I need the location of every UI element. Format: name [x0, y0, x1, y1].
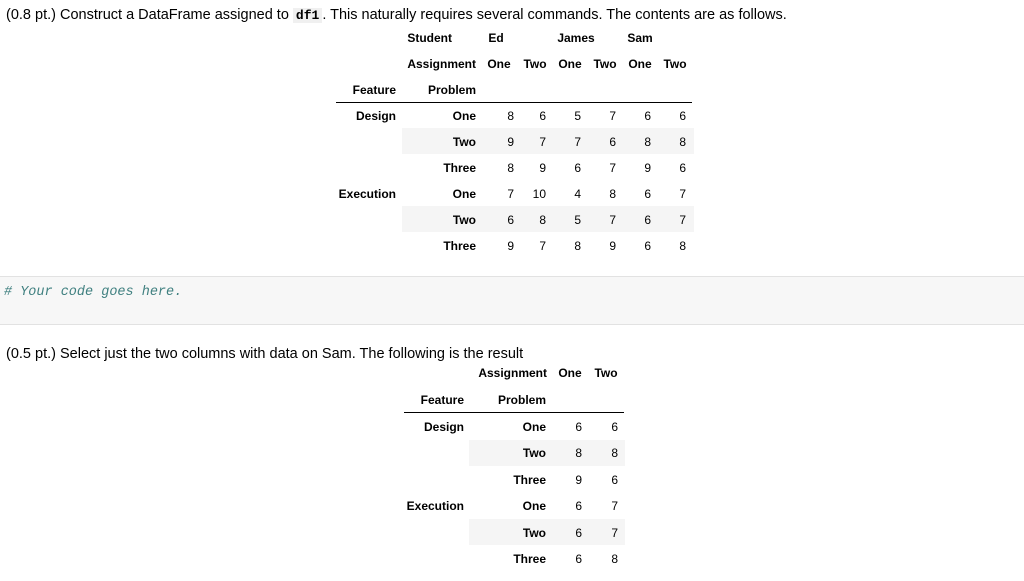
row-label-problem: One	[522, 499, 546, 513]
table-cell: 6	[644, 109, 651, 123]
table-cell: 6	[507, 213, 514, 227]
table-cell: 8	[507, 109, 514, 123]
table-cell: 10	[532, 187, 546, 201]
row-label-problem: Two	[522, 526, 546, 540]
table-cell: 7	[679, 187, 686, 201]
table-cell: 7	[609, 161, 616, 175]
index-name-problem: Problem	[427, 83, 476, 97]
table-cell: 5	[574, 213, 581, 227]
index-name-problem: Problem	[497, 393, 546, 407]
table-cell: 6	[679, 109, 686, 123]
column-header: Two	[593, 57, 617, 71]
table-cell: 8	[679, 135, 686, 149]
table-cell: 6	[611, 420, 618, 434]
table-cell: 7	[539, 239, 546, 253]
table-cell: 6	[609, 135, 616, 149]
table-cell: 9	[507, 239, 514, 253]
row-label-problem: One	[522, 420, 546, 434]
column-group-header: Sam	[627, 31, 653, 45]
question-1-before: (0.8 pt.) Construct a DataFrame assigned to	[6, 7, 293, 23]
column-header: One	[628, 57, 652, 71]
row-label-problem: One	[452, 187, 476, 201]
code-cell-input[interactable]	[0, 276, 1024, 325]
index-name-feature: Feature	[420, 393, 464, 407]
table-cell: 6	[574, 161, 581, 175]
table-cell: 6	[611, 473, 618, 487]
table-cell: 9	[539, 161, 546, 175]
table-cell: 8	[575, 446, 582, 460]
row-label-feature: Design	[423, 420, 464, 434]
table-cell: 9	[575, 473, 582, 487]
column-header: Two	[594, 366, 618, 380]
table-cell: 9	[609, 239, 616, 253]
table-cell: 6	[575, 552, 582, 566]
table-cell: 6	[644, 213, 651, 227]
row-label-problem: Two	[452, 135, 476, 149]
row-label-problem: Three	[443, 161, 476, 175]
column-header: One	[558, 57, 582, 71]
assignment-header: Assignment	[407, 57, 476, 71]
table-cell: 8	[574, 239, 581, 253]
table-cell: 6	[644, 239, 651, 253]
table-cell: 8	[507, 161, 514, 175]
row-label-problem: Three	[513, 473, 546, 487]
table-cell: 7	[574, 135, 581, 149]
column-header: One	[487, 57, 511, 71]
table-cell: 8	[611, 446, 618, 460]
column-header: Two	[663, 57, 687, 71]
student-header: Student	[407, 31, 452, 45]
table-cell: 7	[611, 526, 618, 540]
question-1-after: . This naturally requires several commands. The contents are as follows.	[322, 7, 787, 23]
table-cell: 9	[644, 161, 651, 175]
table-cell: 7	[609, 109, 616, 123]
table-cell: 9	[507, 135, 514, 149]
table-cell: 6	[539, 109, 546, 123]
index-name-feature: Feature	[352, 83, 396, 97]
table-cell: 7	[539, 135, 546, 149]
row-label-feature: Execution	[406, 499, 464, 513]
code-comment: # Your code goes here.	[4, 285, 183, 300]
table-cell: 6	[575, 420, 582, 434]
table-cell: 8	[611, 552, 618, 566]
column-group-header: Ed	[488, 31, 504, 45]
row-label-problem: Three	[443, 239, 476, 253]
table-cell: 5	[574, 109, 581, 123]
row-label-problem: One	[452, 109, 476, 123]
table-cell: 7	[609, 213, 616, 227]
table-cell: 6	[644, 187, 651, 201]
header-rule	[404, 412, 624, 413]
table-cell: 7	[679, 213, 686, 227]
table-cell: 8	[644, 135, 651, 149]
assignment-header: Assignment	[478, 366, 547, 380]
dataframe-name-code: df1	[293, 8, 322, 23]
row-label-problem: Two	[522, 446, 546, 460]
row-label-feature: Execution	[338, 187, 396, 201]
column-header: Two	[523, 57, 547, 71]
table-cell: 8	[679, 239, 686, 253]
row-label-problem: Two	[452, 213, 476, 227]
table-cell: 7	[611, 499, 618, 513]
table-cell: 6	[575, 526, 582, 540]
table-cell: 4	[574, 187, 581, 201]
row-label-problem: Three	[513, 552, 546, 566]
row-label-feature: Design	[355, 109, 396, 123]
table-cell: 8	[609, 187, 616, 201]
column-group-header: James	[557, 31, 595, 45]
question-1-text	[6, 7, 787, 23]
table-cell: 6	[679, 161, 686, 175]
column-header: One	[558, 366, 582, 380]
table-cell: 7	[507, 187, 514, 201]
table-cell: 6	[575, 499, 582, 513]
question-2-text: (0.5 pt.) Select just the two columns with data on Sam. The following is the result	[6, 346, 524, 362]
table-cell: 8	[539, 213, 546, 227]
